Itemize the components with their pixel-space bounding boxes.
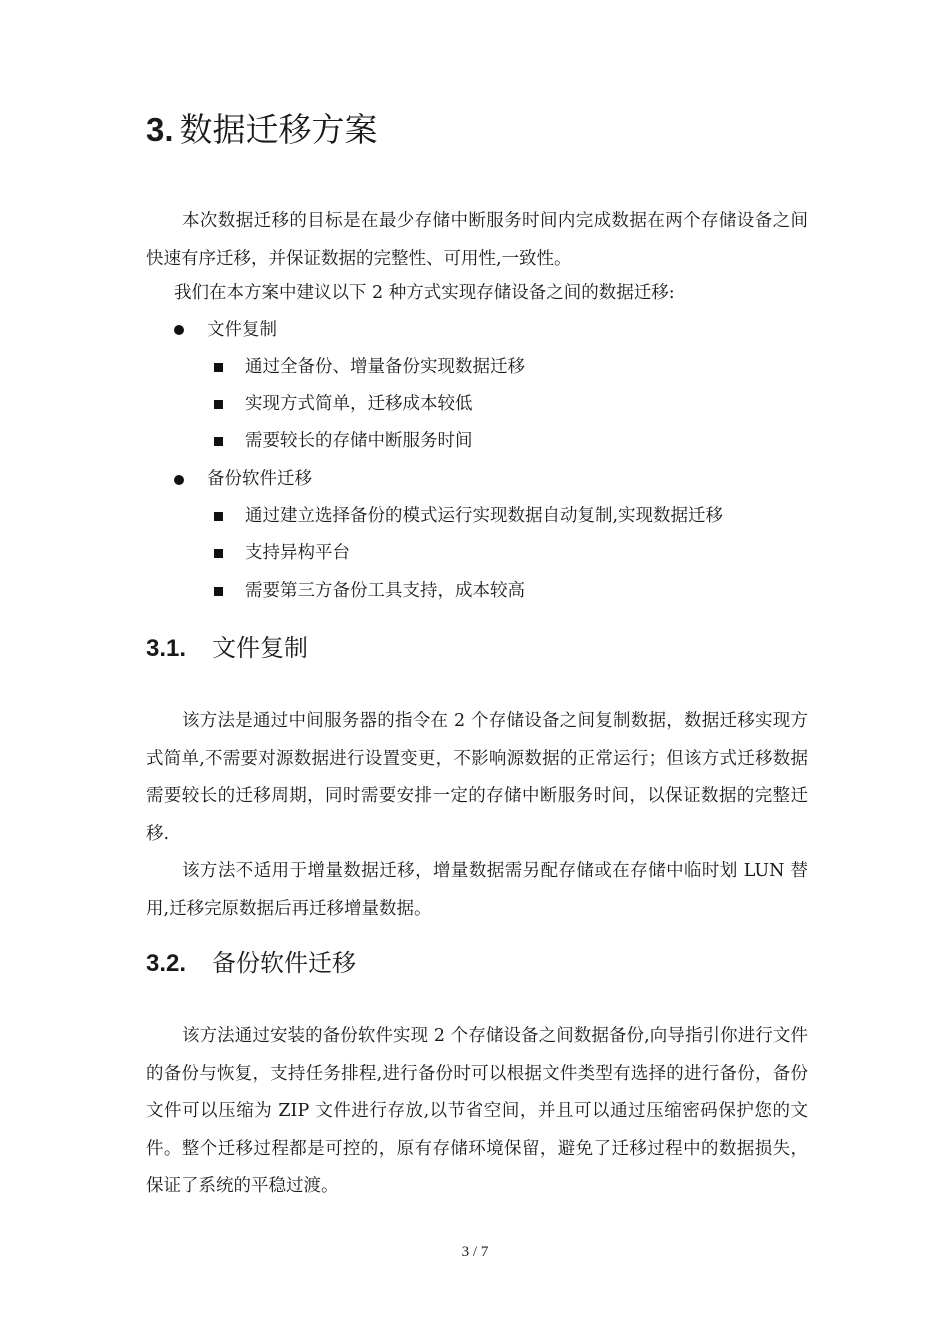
section-number: 3.1. xyxy=(146,635,187,662)
heading-title: 数据迁移方案 xyxy=(179,110,378,149)
option-point: 实现方式简单，迁移成本较低 xyxy=(245,394,473,414)
option-label: 文件复制 xyxy=(207,320,277,340)
option-point: 需要较长的存储中断服务时间 xyxy=(245,431,473,451)
square-bullet-icon xyxy=(214,400,223,409)
section-paragraph: 该方法不适用于增量数据迁移，增量数据需另配存储或在存储中临时划 LUN 替用,迁移完原数据后再迁移增量数据。 xyxy=(146,861,808,919)
square-bullet-icon xyxy=(214,512,223,521)
section-heading xyxy=(146,946,356,981)
section-heading xyxy=(146,631,308,666)
square-bullet-icon xyxy=(214,549,223,558)
option-point: 通过全备份、增量备份实现数据迁移 xyxy=(245,357,525,377)
section-paragraph: 该方法通过安装的备份软件实现 2 个存储设备之间数据备份,向导指引你进行文件的备份与恢复，支持任务排程,进行备份时可以根据文件类型有选择的进行备份，备份文件可以压缩为 ZIP 文件进行存放,以节省空间，并且可以通过压缩密码保护您的文件。整个迁移过程都是可控的，原有存储环境保留，避免了迁移过程中的数据损失，保证了系统的平稳过渡。 xyxy=(146,1026,808,1196)
option-point: 需要第三方备份工具支持，成本较高 xyxy=(245,581,525,601)
intro-paragraph: 本次数据迁移的目标是在最少存储中断服务时间内完成数据在两个存储设备之间快速有序迁移，并保证数据的完整性、可用性,一致性。 xyxy=(146,211,808,269)
heading-number: 3. xyxy=(146,111,174,148)
section-title: 备份软件迁移 xyxy=(212,949,356,977)
option-point: 通过建立选择备份的模式运行实现数据自动复制,实现数据迁移 xyxy=(245,506,724,526)
intro-recommendation: 我们在本方案中建议以下 2 种方式实现存储设备之间的数据迁移: xyxy=(174,283,675,303)
option-point: 支持异构平台 xyxy=(245,543,350,563)
section-paragraph: 该方法是通过中间服务器的指令在 2 个存储设备之间复制数据，数据迁移实现方式简单,不需要对源数据进行设置变更，不影响源数据的正常运行；但该方式迁移数据需要较长的迁移周期，同时需要安排一定的存储中断服务时间，以保证数据的完整迁移. xyxy=(146,711,808,844)
square-bullet-icon xyxy=(214,363,223,372)
page-number: 3 / 7 xyxy=(461,1244,489,1260)
bullet-dot-icon xyxy=(174,325,184,335)
page-heading xyxy=(146,108,378,152)
square-bullet-icon xyxy=(214,437,223,446)
square-bullet-icon xyxy=(214,587,223,596)
bullet-dot-icon xyxy=(174,475,184,485)
option-label: 备份软件迁移 xyxy=(207,469,312,489)
section-title: 文件复制 xyxy=(212,634,308,662)
section-number: 3.2. xyxy=(146,950,187,977)
